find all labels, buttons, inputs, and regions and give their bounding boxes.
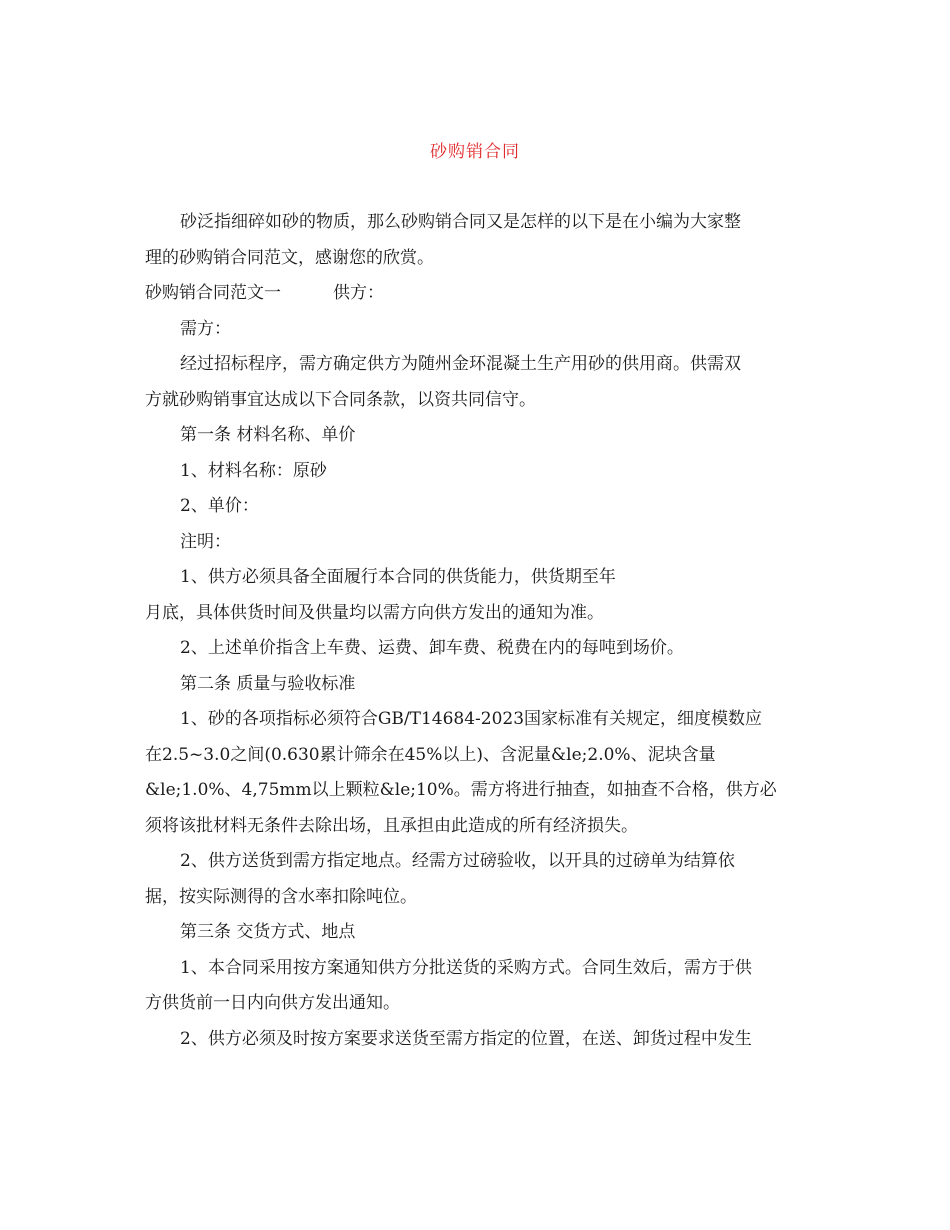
paragraph-line: 经过招标程序，需方确定供方为随州金环混凝土生产用砂的供用商。供需双 (180, 354, 741, 374)
paragraph-line: 1、材料名称：原砂 (180, 460, 327, 481)
paragraph-line: 理的砂购销合同范文，感谢您的欣赏。 (145, 247, 434, 268)
paragraph-line: &le;1.0%、4,75mm以上颗粒&le;10%。需方将进行抽查，如抽查不合格，供方必 (145, 780, 777, 800)
paragraph-line: 注明： (180, 531, 231, 552)
paragraph-line: 需方： (180, 318, 231, 339)
paragraph-line: 砂泛指细碎如砂的物质，那么砂购销合同又是怎样的以下是在小编为大家整 (180, 212, 741, 232)
document-body (145, 205, 810, 1057)
paragraph-line: 2、上述单价指含上车费、运费、卸车费、税费在内的每吨到场价。 (180, 638, 684, 658)
paragraph-line: 1、供方必须具备全面履行本合同的供货能力，供货期至年 (180, 567, 616, 587)
paragraph-line: 须将该批材料无条件去除出场，且承担由此造成的所有经济损失。 (145, 815, 638, 836)
supplier-label: 供方： (333, 283, 384, 303)
section-heading: 砂购销合同范文一 (145, 283, 281, 303)
paragraph-line: 1、本合同采用按方案通知供方分批送货的采购方式。合同生效后，需方于供 (180, 957, 752, 978)
paragraph-line: 在2.5~3.0之间(0.630累计筛余在45%以上)、含泥量&le;2.0%、泥块含量 (145, 744, 716, 765)
paragraph-line: 月底，具体供货时间及供量均以需方向供方发出的通知为准。 (145, 602, 604, 623)
paragraph-line: 据，按实际测得的含水率扣除吨位。 (145, 886, 417, 907)
section-heading-line (145, 276, 810, 312)
article-heading: 第二条 质量与验收标准 (180, 673, 356, 694)
article-heading: 第三条 交货方式、地点 (180, 922, 356, 942)
paragraph-line: 1、砂的各项指标必须符合GB/T14684-2023国家标准有关规定，细度模数应 (180, 709, 763, 729)
paragraph-line: 2、供方必须及时按方案要求送货至需方指定的位置，在送、卸货过程中发生 (180, 1028, 752, 1049)
paragraph-line: 方就砂购销事宜达成以下合同条款，以资共同信守。 (145, 389, 536, 410)
paragraph-line: 方供货前一日内向供方发出通知。 (145, 993, 400, 1013)
article-heading: 第一条 材料名称、单价 (180, 425, 356, 445)
document-title: 砂购销合同 (430, 142, 520, 162)
paragraph-line: 2、单价： (180, 496, 259, 516)
paragraph-line: 2、供方送货到需方指定地点。经需方过磅验收，以开具的过磅单为结算依 (180, 851, 735, 871)
